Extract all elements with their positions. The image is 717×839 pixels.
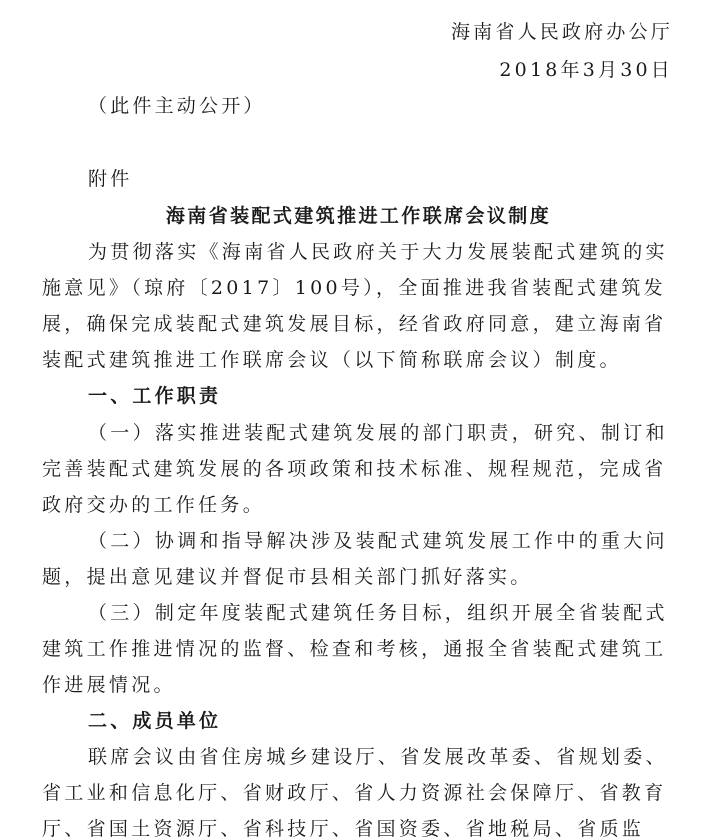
section-2-heading: 二、成员单位 [88, 710, 222, 732]
section-1-item-3-line-2: 建筑工作推进情况的监督、检查和考核，通报全省装配式建筑工 [42, 638, 667, 660]
section-2-line-3: 厅、省国土资源厅、省科技厅、省国资委、省地税局、省质监 [42, 818, 645, 839]
section-1-item-3-line-3: 作进展情况。 [42, 674, 176, 696]
section-1-item-1-line-1: （一）落实推进装配式建筑发展的部门职责，研究、制订和 [88, 422, 668, 444]
section-1-item-3-line-1: （三）制定年度装配式建筑任务目标，组织开展全省装配式 [88, 602, 668, 624]
issuer-name: 海南省人民政府办公厅 [450, 21, 673, 43]
section-1-item-1-line-3: 政府交办的工作任务。 [42, 494, 266, 516]
intro-line-4: 装配式建筑推进工作联席会议（以下简称联席会议）制度。 [42, 349, 622, 371]
disclosure-note: （此件主动公开） [88, 95, 266, 117]
section-1-item-1-line-2: 完善装配式建筑发展的各项政策和技术标准、规程规范，完成省 [42, 458, 667, 480]
section-1-heading: 一、工作职责 [88, 385, 222, 407]
intro-line-2: 施意见》（琼府〔2017〕100号），全面推进我省装配式建筑发 [42, 277, 666, 299]
attachment-label: 附件 [88, 168, 133, 190]
section-1-item-2-line-1: （二）协调和指导解决涉及装配式建筑发展工作中的重大问 [88, 530, 668, 552]
section-2-line-1: 联席会议由省住房城乡建设厅、省发展改革委、省规划委、 [88, 746, 668, 768]
section-1-item-2-line-2: 题，提出意见建议并督促市县相关部门抓好落实。 [42, 566, 533, 588]
document-title: 海南省装配式建筑推进工作联席会议制度 [165, 205, 552, 227]
intro-line-1: 为贯彻落实《海南省人民政府关于大力发展装配式建筑的实 [88, 241, 668, 263]
section-2-line-2: 省工业和信息化厅、省财政厅、省人力资源社会保障厅、省教育 [42, 782, 667, 804]
issue-date: 2018年3月30日 [499, 59, 673, 81]
intro-line-3: 展，确保完成装配式建筑发展目标，经省政府同意，建立海南省 [42, 313, 667, 335]
